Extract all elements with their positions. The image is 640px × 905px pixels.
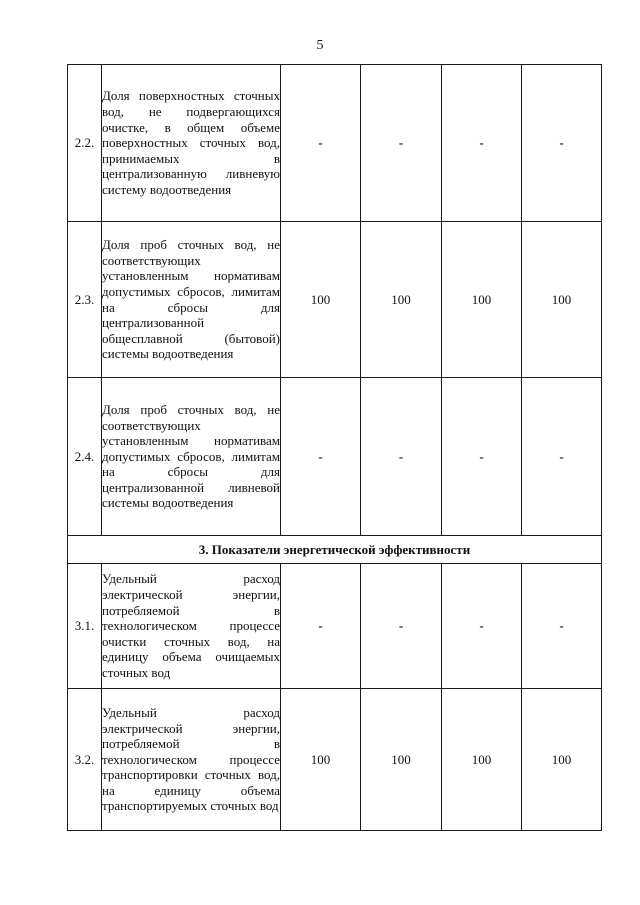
value-cell: 100 <box>522 689 602 831</box>
value-cell: - <box>522 564 602 689</box>
indicator-description: Удельный расход электрической энергии, потребляемой в технологическом процессе транспортировки сточных вод, на единицу объема транспортируемых сточных вод <box>102 689 281 831</box>
row-number: 2.4. <box>68 378 102 536</box>
row-number: 3.2. <box>68 689 102 831</box>
value-cell: - <box>281 65 361 222</box>
table-row-3-2 <box>68 689 602 831</box>
indicator-description: Доля проб сточных вод, не соответствующих установленным нормативам допустимых сбросов, лимитам на сбросы для централизованной общесплавной (бытовой) системы водоотведения <box>102 222 281 378</box>
row-number: 2.3. <box>68 222 102 378</box>
value-cell: - <box>442 378 522 536</box>
indicator-description: Удельный расход электрической энергии, потребляемой в технологическом процессе очистки сточных вод, на единицу объема очищаемых сточных вод <box>102 564 281 689</box>
value-cell: - <box>281 378 361 536</box>
value-cell: 100 <box>361 222 442 378</box>
row-number: 3.1. <box>68 564 102 689</box>
indicators-table <box>67 64 602 831</box>
table-row-3-1 <box>68 564 602 689</box>
indicator-description: Доля проб сточных вод, не соответствующих установленным нормативам допустимых сбросов, лимитам на сбросы для централизованной ливневой системы водоотведения <box>102 378 281 536</box>
value-cell: 100 <box>522 222 602 378</box>
section-header-row <box>68 536 602 564</box>
value-cell: - <box>522 378 602 536</box>
table-row-2-3 <box>68 222 602 378</box>
value-cell: 100 <box>442 689 522 831</box>
value-cell: 100 <box>442 222 522 378</box>
value-cell: 100 <box>361 689 442 831</box>
value-cell: 100 <box>281 222 361 378</box>
value-cell: - <box>361 564 442 689</box>
row-number: 2.2. <box>68 65 102 222</box>
table-row-2-2 <box>68 65 602 222</box>
value-cell: - <box>361 65 442 222</box>
page-number: 5 <box>316 38 324 53</box>
table-row-2-4 <box>68 378 602 536</box>
value-cell: - <box>281 564 361 689</box>
value-cell: - <box>522 65 602 222</box>
value-cell: - <box>442 65 522 222</box>
value-cell: - <box>442 564 522 689</box>
indicator-description: Доля поверхностных сточных вод, не подвергающихся очистке, в общем объеме поверхностных сточных вод, принимаемых в централизованную ливневую систему водоотведения <box>102 65 281 222</box>
section-title: 3. Показатели энергетической эффективности <box>68 536 602 564</box>
value-cell: 100 <box>281 689 361 831</box>
value-cell: - <box>361 378 442 536</box>
